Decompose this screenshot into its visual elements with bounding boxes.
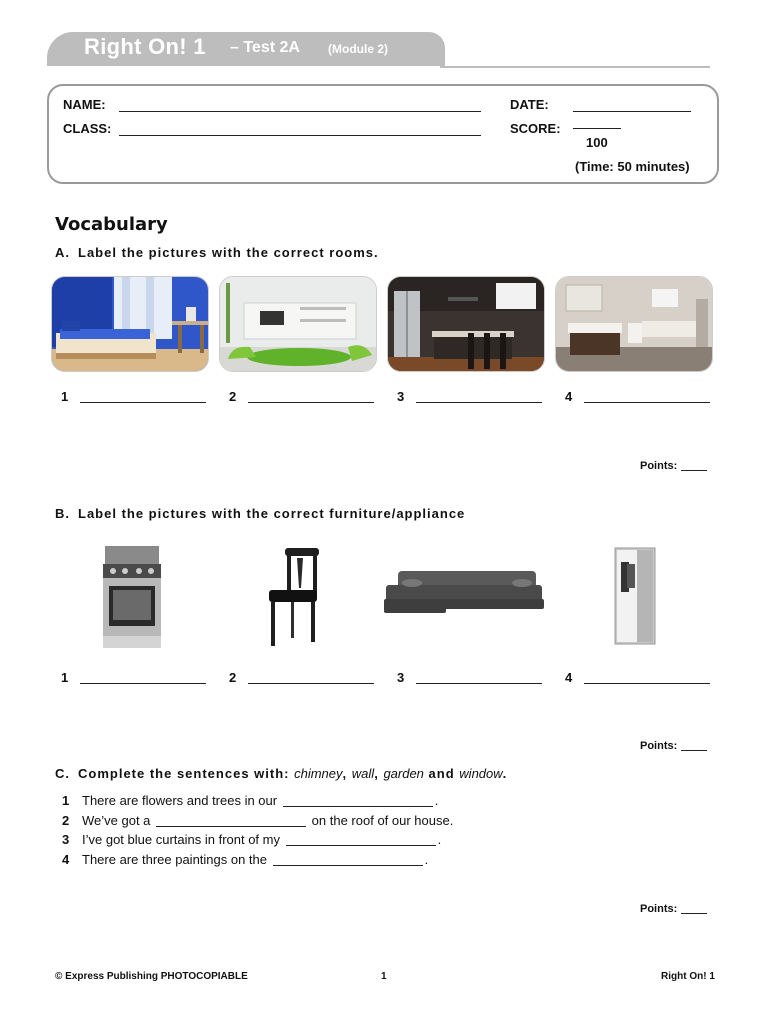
sentence-text: We’ve got a bbox=[82, 813, 151, 828]
word-window: window bbox=[459, 766, 503, 781]
points-c-field[interactable] bbox=[681, 913, 707, 914]
points-b bbox=[640, 740, 707, 752]
task-c-and: and bbox=[428, 766, 455, 781]
sentence-number: 1 bbox=[62, 793, 70, 808]
living-room-picture bbox=[219, 276, 377, 372]
name-label: NAME: bbox=[63, 97, 106, 112]
points-b-field[interactable] bbox=[681, 750, 707, 751]
sentence-end: . bbox=[434, 793, 439, 808]
points-a bbox=[640, 460, 707, 472]
points-a-label: Points: bbox=[640, 460, 678, 472]
word-wall: wall bbox=[351, 766, 375, 781]
answer-label-b1: 1 bbox=[61, 670, 69, 685]
task-a-text: Label the pictures with the correct rooms. bbox=[78, 245, 379, 260]
answer-label-b3: 3 bbox=[397, 670, 405, 685]
task-c-comma: , bbox=[374, 766, 379, 781]
footer-book-title: Right On! 1 bbox=[661, 971, 715, 982]
section-title: Vocabulary bbox=[55, 214, 168, 235]
sentence-end: on the roof of our house. bbox=[311, 813, 454, 828]
answer-field-a2[interactable] bbox=[248, 402, 374, 403]
points-a-field[interactable] bbox=[681, 470, 707, 471]
bathroom-picture bbox=[555, 276, 713, 372]
answer-label-a3: 3 bbox=[397, 389, 405, 404]
points-c bbox=[640, 903, 707, 915]
sentence-1 bbox=[62, 793, 438, 808]
sentence-blank[interactable] bbox=[273, 865, 423, 866]
student-info-box bbox=[47, 84, 719, 184]
task-b-text: Label the pictures with the correct furniture/appliance bbox=[78, 506, 466, 521]
answer-field-b2[interactable] bbox=[248, 683, 374, 684]
score-total: 100 bbox=[586, 135, 608, 150]
class-label: CLASS: bbox=[63, 121, 112, 136]
header-rule bbox=[440, 66, 710, 68]
bedroom-picture bbox=[51, 276, 209, 372]
word-chimney: chimney bbox=[294, 766, 343, 781]
task-b-instruction bbox=[55, 506, 465, 521]
task-c-letter: C. bbox=[55, 766, 70, 781]
sofa-picture bbox=[384, 569, 544, 615]
kitchen-picture bbox=[387, 276, 545, 372]
answer-field-a4[interactable] bbox=[584, 402, 710, 403]
word-garden: garden bbox=[383, 766, 424, 781]
task-a-letter: A. bbox=[55, 245, 70, 260]
module-label: (Module 2) bbox=[328, 42, 388, 56]
answer-label-b2: 2 bbox=[229, 670, 237, 685]
answer-label-a2: 2 bbox=[229, 389, 237, 404]
name-field[interactable] bbox=[119, 111, 481, 112]
sentence-end: . bbox=[437, 832, 442, 847]
answer-field-b4[interactable] bbox=[584, 683, 710, 684]
task-c-comma: , bbox=[342, 766, 348, 781]
score-field[interactable] bbox=[573, 128, 621, 129]
points-b-label: Points: bbox=[640, 740, 678, 752]
date-field[interactable] bbox=[573, 111, 691, 112]
points-c-label: Points: bbox=[640, 903, 678, 915]
chair-picture bbox=[265, 546, 321, 648]
date-label: DATE: bbox=[510, 97, 549, 112]
book-title: Right On! 1 bbox=[84, 34, 206, 59]
sentence-blank[interactable] bbox=[286, 845, 436, 846]
answer-field-b1[interactable] bbox=[80, 683, 206, 684]
sentence-text: I’ve got blue curtains in front of my bbox=[82, 832, 280, 847]
test-title: – Test 2A bbox=[230, 39, 300, 56]
answer-field-a1[interactable] bbox=[80, 402, 206, 403]
sentence-number: 2 bbox=[62, 813, 70, 828]
task-a-instruction bbox=[55, 245, 379, 260]
task-c-period: . bbox=[502, 766, 508, 781]
wardrobe-picture bbox=[613, 546, 659, 648]
class-field[interactable] bbox=[119, 135, 481, 136]
sentence-number: 3 bbox=[62, 832, 70, 847]
footer-page-number: 1 bbox=[381, 971, 387, 982]
task-c-instruction bbox=[55, 766, 507, 781]
answer-label-b4: 4 bbox=[565, 670, 573, 685]
footer-copyright: © Express Publishing PHOTOCOPIABLE bbox=[55, 971, 248, 982]
sentence-text: There are three paintings on the bbox=[82, 852, 268, 867]
task-c-text: Complete the sentences with: bbox=[78, 766, 290, 781]
task-b-letter: B. bbox=[55, 506, 70, 521]
sentence-2 bbox=[62, 813, 453, 828]
sentence-blank[interactable] bbox=[283, 806, 433, 807]
sentence-4 bbox=[62, 852, 428, 867]
sentence-end: . bbox=[424, 852, 429, 867]
answer-label-a1: 1 bbox=[61, 389, 69, 404]
sentence-blank[interactable] bbox=[156, 826, 306, 827]
cooker-picture bbox=[101, 544, 163, 650]
sentence-text: There are flowers and trees in our bbox=[82, 793, 278, 808]
answer-field-b3[interactable] bbox=[416, 683, 542, 684]
score-label: SCORE: bbox=[510, 121, 561, 136]
sentence-3 bbox=[62, 832, 441, 847]
answer-label-a4: 4 bbox=[565, 389, 573, 404]
header-tab bbox=[47, 32, 445, 66]
answer-field-a3[interactable] bbox=[416, 402, 542, 403]
sentence-number: 4 bbox=[62, 852, 70, 867]
time-label: (Time: 50 minutes) bbox=[575, 159, 690, 174]
